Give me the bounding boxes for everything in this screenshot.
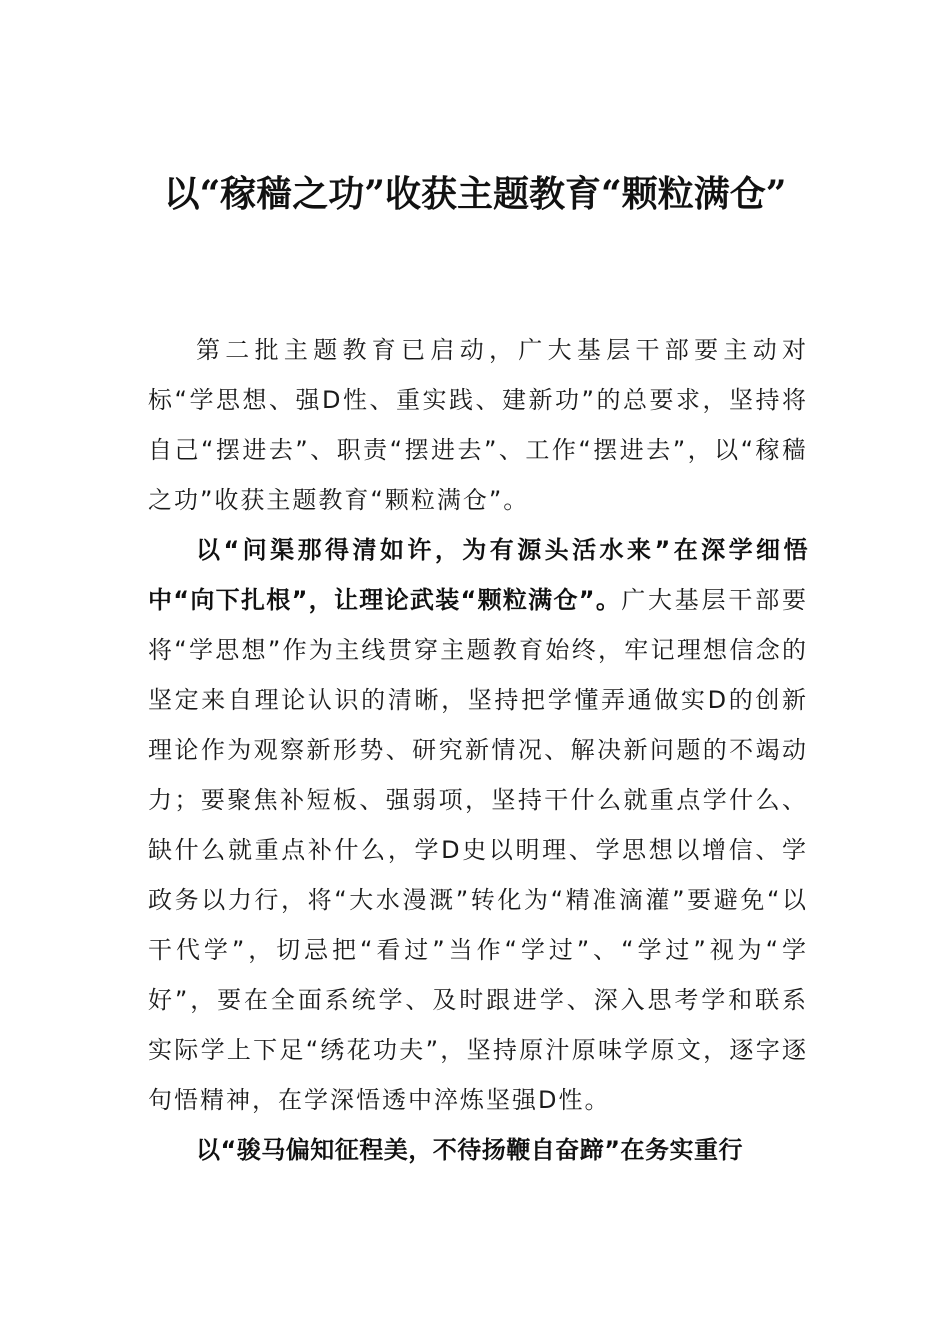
paragraph-text: 广大基层干部要将“学思想”作为主线贯穿主题教育始终，牢记理想信念的坚定来自理论认识的清晰，坚持把学懂弄通做实D的创新理论作为观察新形势、研究新情况、解决新问题的不竭动力；要聚焦补短板、强弱项，坚持干什么就重点学什么、缺什么就重点补什么，学D史以明理、学思想以增信、学政务以力行，将“大水漫溉”转化为“精准滴灌”要避免“以干代学”，切忌把“看过”当作“学过”、“学过”视为“学好”，要在全面系统学、及时跟进学、深入思考学和联系实际学上下足“绣花功夫”，坚持原汁原味学原文，逐字逐句悟精神，在学深悟透中淬炼坚强D性。 (148, 586, 809, 1114)
paragraph-text: 第二批主题教育已启动，广大基层干部要主动对标“学思想、强D性、重实践、建新功”的总要求，坚持将自己“摆进去”、职责“摆进去”、工作“摆进去”，以“稼穑之功”收获主题教育“颗粒满仓”。 (148, 336, 808, 514)
document-body (148, 325, 808, 1175)
document-title: 以“稼穑之功”收获主题教育“颗粒满仓” (163, 173, 787, 215)
paragraph-lead: 以“骏马偏知征程美，不待扬鞭自奋蹄”在务实重行 (196, 1136, 744, 1164)
paragraph-theory (148, 525, 808, 1125)
paragraph-lead: 以“问渠那得清如许，为有源头活水来”在深学细悟中“向下扎根”，让理论武装“颗粒满仓”。 (148, 536, 808, 614)
paragraph-practice (148, 1125, 808, 1175)
paragraph-intro (148, 325, 808, 525)
